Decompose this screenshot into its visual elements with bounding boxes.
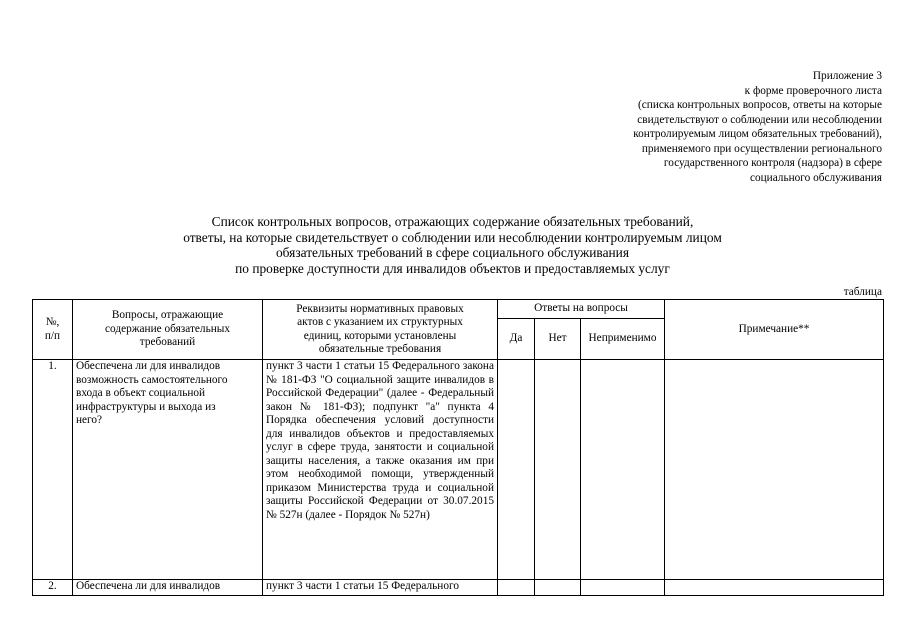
checklist-table bbox=[32, 299, 884, 596]
appendix-line: социального обслуживания bbox=[749, 171, 882, 184]
row-question: Обеспечена ли для инвалидов возможность самостоятельного входа в объект социальной инфраструктуры и выхода из него? bbox=[73, 360, 263, 580]
row-question: Обеспечена ли для инвалидов bbox=[73, 580, 263, 596]
appendix-line: свидетельствуют о соблюдении или несоблюдении bbox=[637, 113, 882, 126]
row-note bbox=[665, 580, 884, 596]
appendix-line: к форме проверочного листа bbox=[744, 84, 882, 97]
appendix-line: Приложение 3 bbox=[812, 70, 882, 82]
header-na: Неприменимо bbox=[581, 319, 665, 360]
header-answers: Ответы на вопросы bbox=[498, 300, 665, 319]
table-row bbox=[33, 360, 884, 580]
row-answer-yes bbox=[498, 580, 535, 596]
table-label: таблица bbox=[843, 286, 882, 298]
appendix-block bbox=[562, 69, 882, 185]
table-row bbox=[33, 580, 884, 596]
header-no: Нет bbox=[535, 319, 581, 360]
appendix-line: (списка контрольных вопросов, ответы на которые bbox=[638, 99, 882, 111]
row-requisite: пункт 3 части 1 статьи 15 Федерального bbox=[263, 580, 498, 596]
row-note bbox=[665, 360, 884, 580]
row-answer-na bbox=[581, 360, 665, 580]
document-title bbox=[0, 214, 905, 276]
title-line: ответы, на которые свидетельствует о соблюдении или несоблюдении контролируемым лицом bbox=[183, 229, 722, 245]
header-requisites: Реквизиты нормативных правовых актов с указанием их структурных единиц, которыми установлены обязательные требования bbox=[263, 300, 498, 360]
title-line: по проверке доступности для инвалидов объектов и предоставляемых услуг bbox=[235, 260, 670, 276]
title-line: обязательных требований в сфере социального обслуживания bbox=[275, 245, 630, 261]
row-answer-yes bbox=[498, 360, 535, 580]
row-answer-no bbox=[535, 580, 581, 596]
title-line: Список контрольных вопросов, отражающих содержание обязательных требований, bbox=[211, 214, 694, 229]
appendix-line: государственного контроля (надзора) в сфере bbox=[663, 157, 882, 169]
header-yes: Да bbox=[498, 319, 535, 360]
appendix-line: контролируемым лицом обязательных требований), bbox=[633, 128, 882, 140]
header-row bbox=[33, 300, 884, 319]
row-answer-na bbox=[581, 580, 665, 596]
header-questions: Вопросы, отражающие содержание обязательных требований bbox=[73, 300, 263, 360]
appendix-line: применяемого при осуществлении регионального bbox=[641, 142, 882, 155]
row-requisite: пункт 3 части 1 статьи 15 Федерального закона № 181-ФЗ "О социальной защите инвалидов в Российской Федерации" (далее - Федеральный закон № 181-ФЗ); подпункт "а" пункта 4 Порядка обеспечения условий доступности для инвалидов объектов и предоставляемых услуг в сфере труда, занятости и социальной защиты населения, а также оказания им при этом необходимой помощи, утвержденный приказом Министерства труда и социальной защиты Российской Федерации от 30.07.2015 № 527н (далее - Порядок № 527н) bbox=[263, 360, 498, 580]
row-answer-no bbox=[535, 360, 581, 580]
header-note: Примечание** bbox=[665, 300, 884, 360]
header-num: №, п/п bbox=[33, 300, 73, 360]
row-num: 2. bbox=[33, 580, 73, 596]
row-num: 1. bbox=[33, 360, 73, 580]
